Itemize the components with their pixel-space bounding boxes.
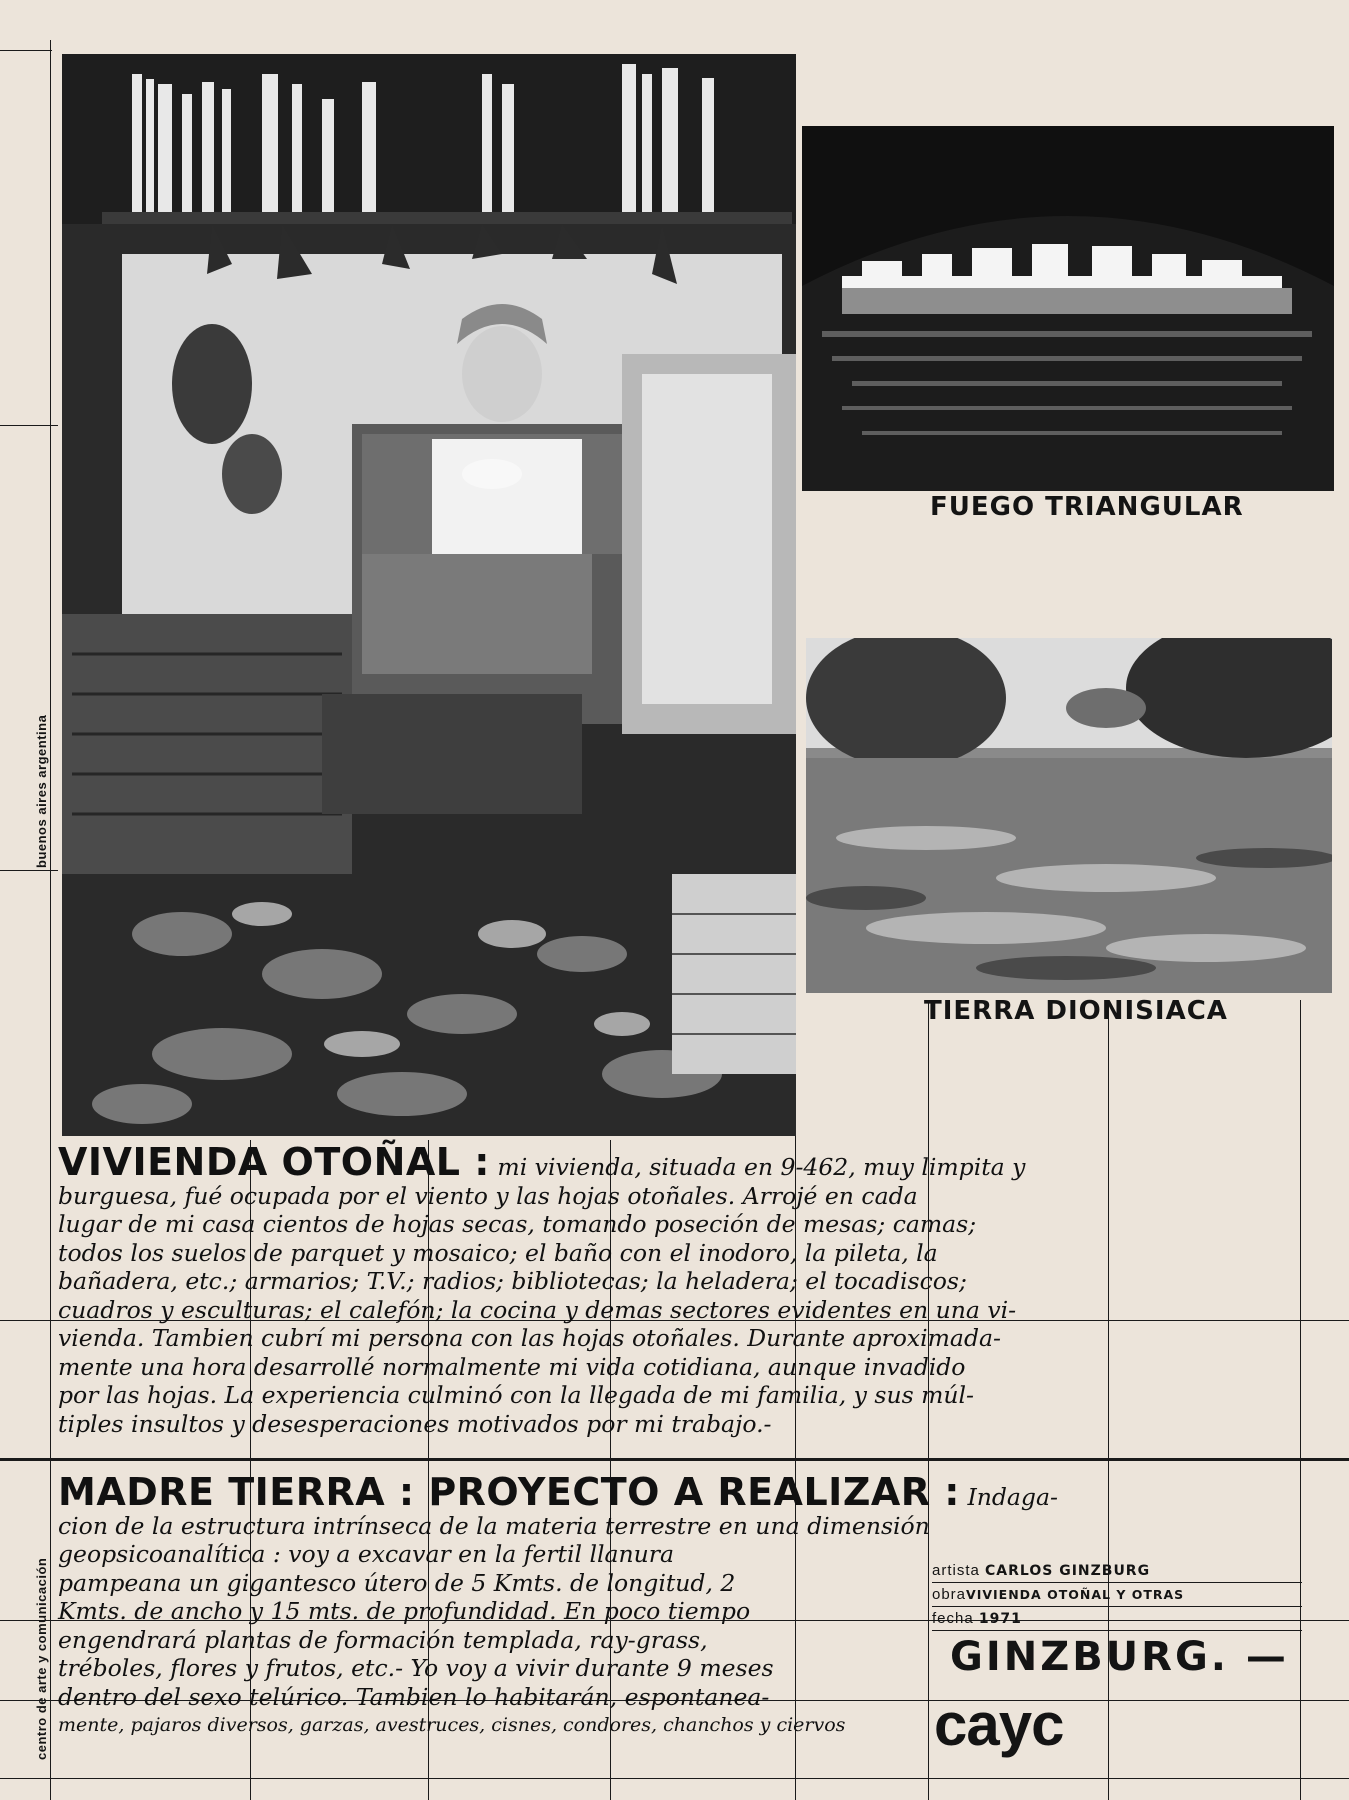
madre-line: Kmts. de ancho y 15 mts. de profundidad. En poco tiempo [58, 1597, 751, 1625]
vivienda-line: mi vivienda, situada en 9-462, muy limpita y [497, 1153, 1026, 1181]
info-artist-label: artista [932, 1562, 980, 1579]
caption-tierra-dionisiaca: TIERRA DIONISIACA [924, 996, 1228, 1026]
caption-fuego-triangular: FUEGO TRIANGULAR [930, 492, 1244, 522]
vivienda-line: bañadera, etc.; armarios; T.V.; radios; bibliotecas; la heladera; el tocadiscos; [58, 1267, 967, 1295]
photo-room-with-leaves [62, 54, 796, 1136]
madre-tierra-title: MADRE TIERRA : PROYECTO A REALIZAR : [58, 1470, 960, 1514]
artwork-info-box [932, 1560, 1302, 1632]
info-row-work [932, 1584, 1302, 1607]
grid-line-divider [0, 1458, 1349, 1461]
vivienda-line: burguesa, fué ocupada por el viento y las hojas otoñales. Arrojé en cada [58, 1181, 918, 1210]
grid-line-mark1 [0, 425, 58, 426]
vivienda-otonal-text [58, 1140, 1298, 1438]
info-work-label: obra [932, 1586, 967, 1603]
vivienda-line: tiples insultos y desesperaciones motivados por mi trabajo.- [58, 1409, 772, 1438]
grid-line-mark2 [0, 870, 58, 871]
madre-line: tréboles, flores y frutos, etc.- Yo voy a vivir durante 9 meses [58, 1654, 774, 1682]
grid-line-left [50, 40, 51, 1800]
info-date-value: 1971 [978, 1611, 1022, 1627]
vivienda-line: lugar de mi casa cientos de hojas secas, tomando poseción de mesas; camas; [58, 1210, 977, 1238]
madre-line: geopsicoanalítica : voy a excavar en la fertil llanura [58, 1540, 675, 1568]
info-row-date [932, 1608, 1302, 1631]
photo-fire-at-night [802, 126, 1334, 491]
madre-line: engendrará plantas de formación templada, ray-grass, [58, 1625, 708, 1654]
grid-line-bottom [0, 1778, 1349, 1779]
cayc-logo: cayc [934, 1691, 1064, 1758]
grid-line-top [0, 50, 52, 51]
vivienda-line: mente una hora desarrollé normalmente mi vida cotidiana, aunque invadido [58, 1352, 966, 1381]
madre-line: Indaga- [967, 1483, 1058, 1511]
vivienda-line: cuadros y esculturas; el calefón; la cocina y demas sectores evidentes en una vi- [58, 1295, 1017, 1324]
vivienda-line: por las hojas. La experiencia culminó con la llegada de mi familia, y sus múl- [58, 1381, 974, 1409]
sidebar-centre-label: centro de arte y comunicación [34, 1557, 49, 1760]
sidebar-location-label: buenos aires argentina [34, 714, 49, 868]
vivienda-line: vienda. Tambien cubrí mi persona con las hojas otoñales. Durante aproximada- [58, 1324, 1001, 1352]
info-date-label: fecha [932, 1610, 974, 1627]
vivienda-otonal-title: VIVIENDA OTOÑAL : [58, 1140, 490, 1184]
madre-line: dentro del sexo telúrico. Tambien lo habitarán, espontanea- [58, 1682, 770, 1711]
info-artist-value: CARLOS GINZBURG [985, 1563, 1151, 1579]
grid-line-col7 [1300, 1000, 1301, 1800]
madre-line: mente, pajaros diversos, garzas, avestruces, cisnes, condores, chanchos y ciervos [58, 1714, 846, 1736]
photo-trees-landscape [806, 638, 1332, 993]
artist-signature: GINZBURG. — [950, 1634, 1289, 1680]
vivienda-line: todos los suelos de parquet y mosaico; el baño con el inodoro, la pileta, la [58, 1238, 938, 1267]
madre-line: pampeana un gigantesco útero de 5 Kmts. de longitud, 2 [58, 1568, 736, 1597]
info-row-artist [932, 1560, 1302, 1583]
madre-line: cion de la estructura intrínseca de la materia terrestre en una dimensión [58, 1511, 930, 1540]
info-work-value: VIVIENDA OTOÑAL Y OTRAS [966, 1587, 1185, 1602]
